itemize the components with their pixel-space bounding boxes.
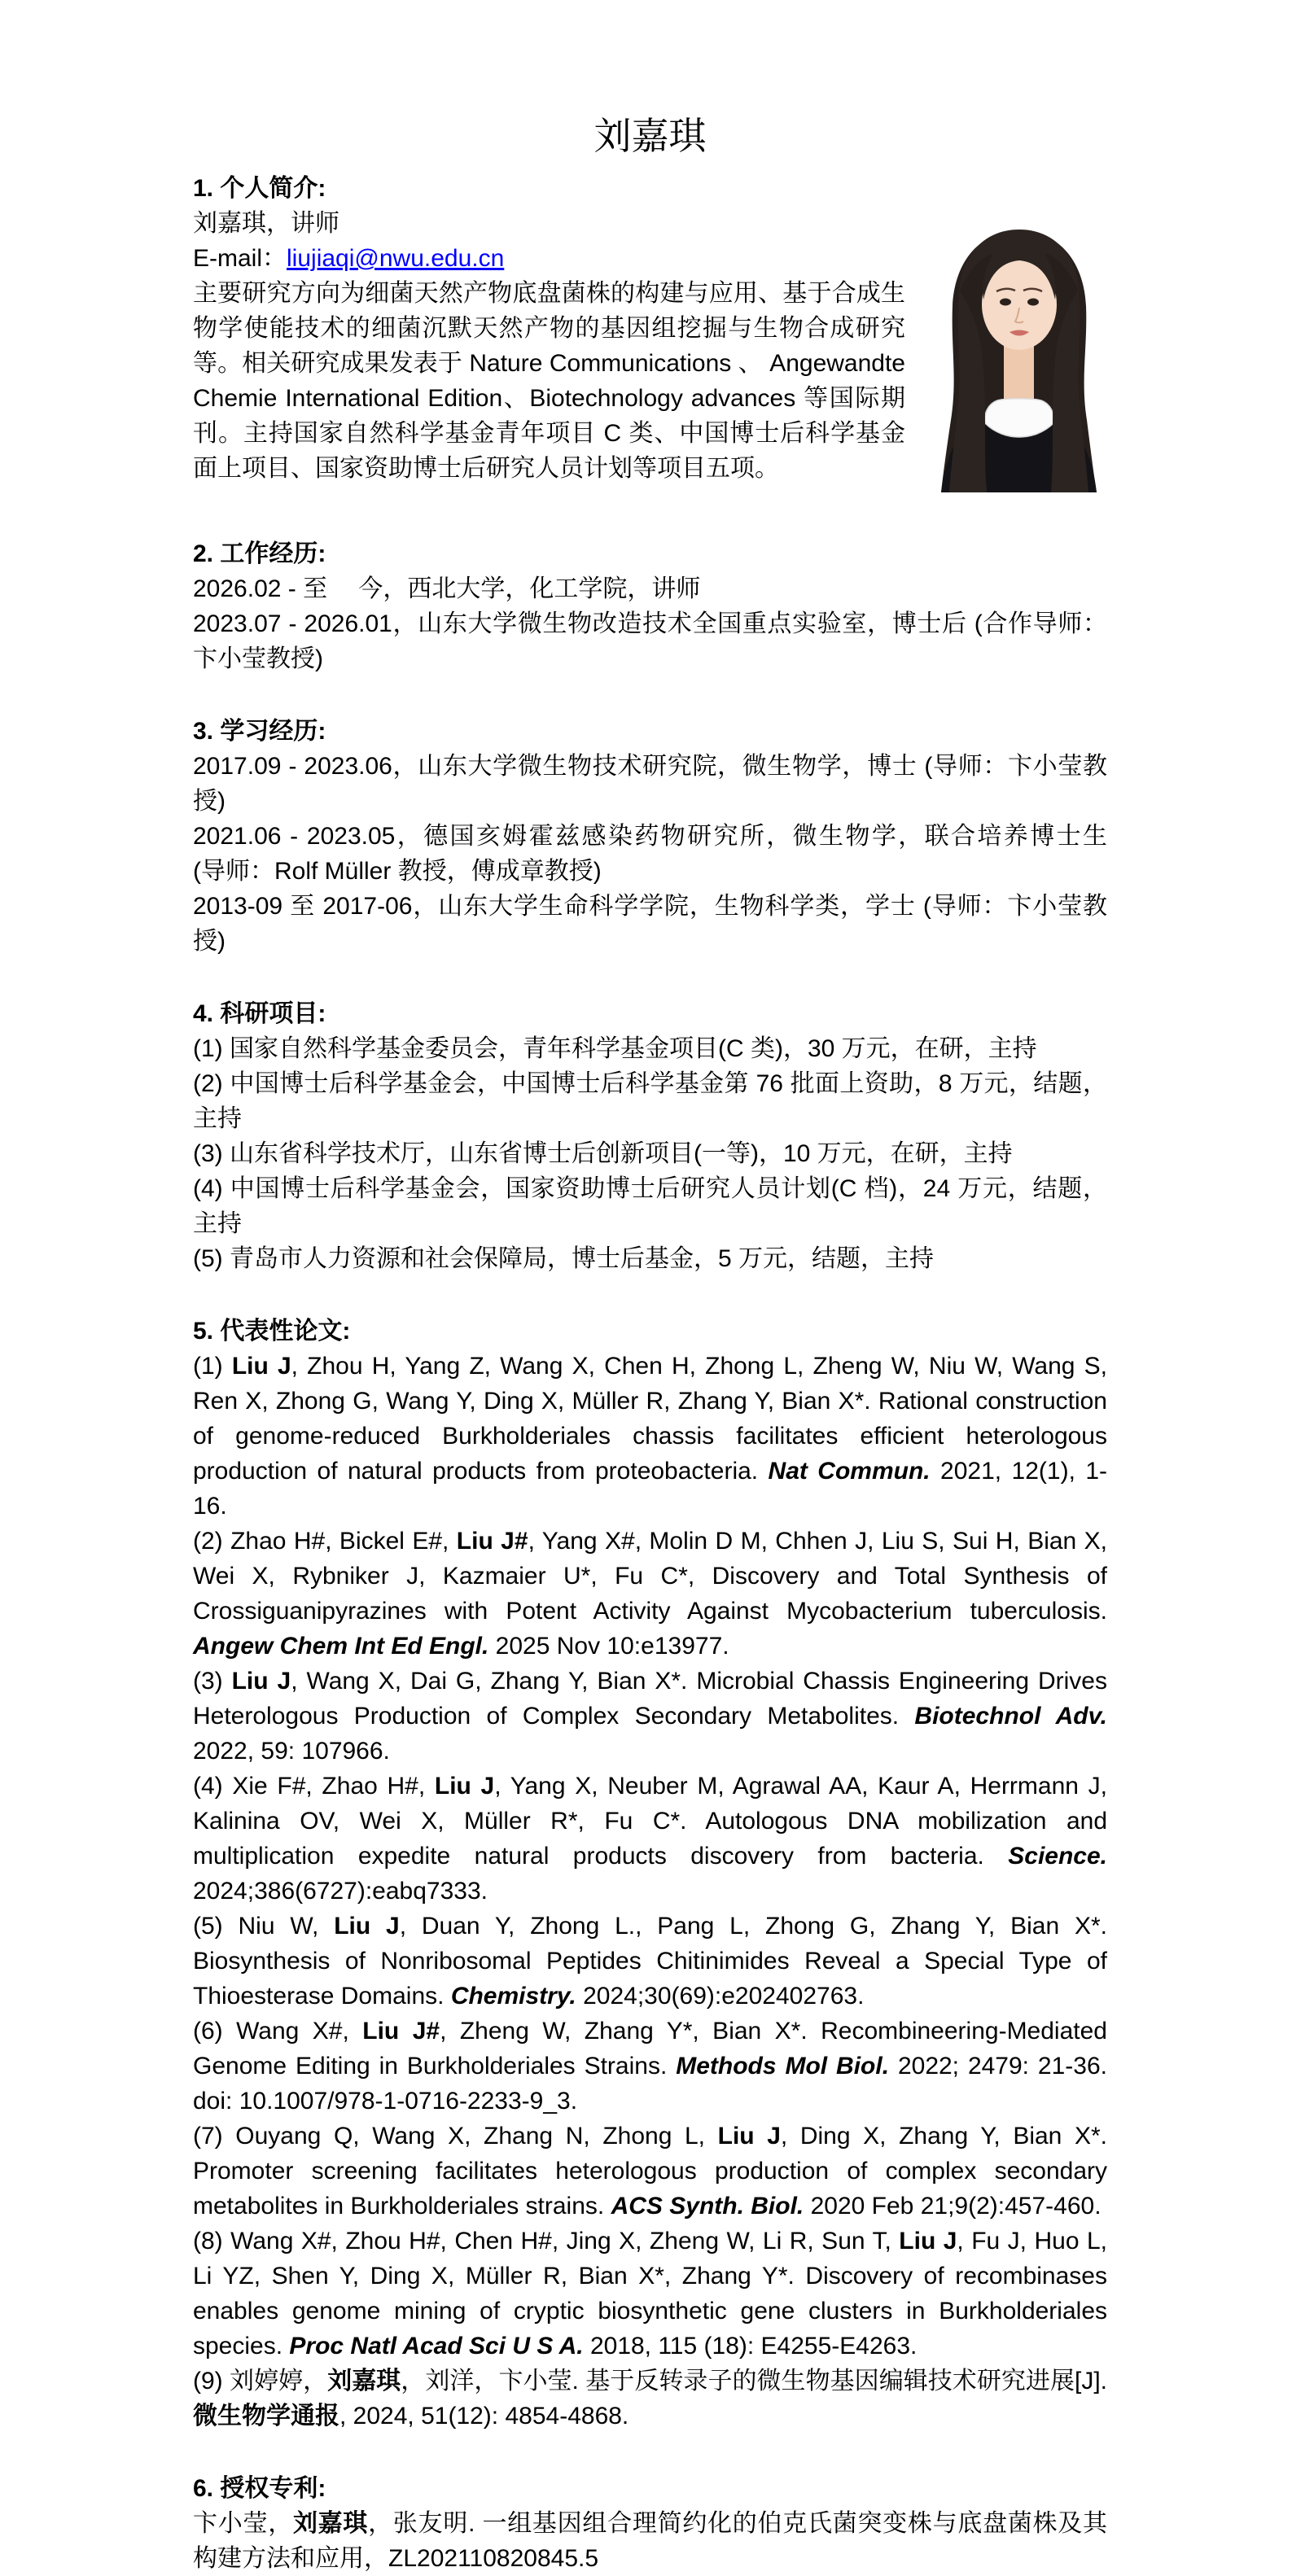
text-segment: (4) Xie F#, Zhao H#, [193, 1773, 435, 1800]
text-segment: (9) 刘婷婷， [193, 2368, 328, 2394]
text-segment: Liu J [434, 1773, 495, 1800]
paper-item [193, 2119, 1107, 2224]
paper-item [193, 1664, 1107, 1769]
work-item: 2026.02 - 至 今，西北大学，化工学院，讲师 [193, 575, 701, 602]
education-item: 2017.09 - 2023.06，山东大学微生物技术研究院，微生物学，博士 (导师：卞小莹教授) [193, 753, 1107, 815]
paper-item [193, 1769, 1107, 1909]
text-segment: 2025 Nov 10:e13977. [488, 1633, 729, 1660]
project-item: (5) 青岛市人力资源和社会保障局，博士后基金，5 万元，结题，主持 [193, 1245, 935, 1272]
text-segment: , Fu J, Huo L, Li YZ, Shen Y, Ding X, Müller R, Bian X*, Zhang Y*. Discovery of recombinases enables genome mining of cryptic biosynthetic gene clusters in Burkholderiales species. [193, 2228, 1107, 2360]
section-education [193, 714, 1132, 959]
text-segment: ，张友明. 一组基因组合理简约化的伯克氏菌突变株与底盘菌株及其构建方法和应用，ZL202110820845.5 [193, 2510, 1108, 2572]
text-segment: Methods Mol Biol. [676, 2053, 890, 2080]
education-item: 2013-09 至 2017-06，山东大学生命科学学院，生物科学类，学士 (导师：卞小莹教授) [193, 893, 1107, 955]
text-segment: 2018, 115 (18): E4255-E4263. [583, 2333, 918, 2360]
work-item: 2023.07 - 2026.01，山东大学微生物改造技术全国重点实验室，博士后 (合作导师：卞小莹教授) [193, 610, 1107, 672]
text-segment: Biotechnol Adv. [914, 1703, 1107, 1730]
text-segment: (7) Ouyang Q, Wang X, Zhang N, Zhong L, [193, 2123, 718, 2150]
section-profile [193, 171, 1107, 499]
text-segment: Liu J [899, 2228, 957, 2255]
text-segment: Nat Commun. [768, 1458, 931, 1485]
patents-heading: 6. 授权专利: [193, 2475, 326, 2502]
text-segment: , Yang X#, Molin D M, Chhen J, Liu S, Sui H, Bian X, Wei X, Rybniker J, Kazmaier U*, Fu C*, Discovery and Total Synthesis of Crossiguanipyrazines with Potent Activity Against Mycobacterium tuberculosis. [193, 1528, 1107, 1625]
text-segment: 2022; 2479: 21-36. doi: 10.1007/978-1-0716-2233-9_3. [193, 2053, 1107, 2115]
document-page [0, 111, 1292, 2572]
profile-name-line: 刘嘉琪，讲师 [193, 210, 339, 237]
text-segment: , 2024, 51(12): 4854-4868. [339, 2403, 629, 2429]
work-list [193, 571, 1107, 676]
text-segment: (8) Wang X#, Zhou H#, Chen H#, Jing X, Zheng W, Li R, Sun T, [193, 2228, 900, 2255]
text-segment: ，刘洋，卞小莹. 基于反转录子的微生物基因编辑技术研究进展[J]. [401, 2368, 1107, 2394]
text-segment: 2021, 12(1), 1-16. [193, 1458, 1108, 1520]
text-segment: , Zheng W, Zhang Y*, Bian X*. Recombineering-Mediated Genome Editing in Burkholderiales Strains. [193, 2018, 1107, 2080]
text-segment: , Wang X, Dai G, Zhang Y, Bian X*. Microbial Chassis Engineering Drives Heterologous Production of Complex Secondary Metabolites. [193, 1668, 1107, 1730]
cv-page [193, 111, 1132, 2576]
text-segment: Liu J [231, 1353, 291, 1380]
paper-item [193, 2364, 1107, 2434]
text-segment: (1) [193, 1353, 232, 1380]
text-segment: Science. [1008, 1843, 1107, 1870]
text-segment: Chemistry. [450, 1983, 576, 2010]
papers-heading: 5. 代表性论文: [193, 1318, 351, 1345]
text-segment: (6) Wang X#, [193, 2018, 363, 2045]
text-segment: , Duan Y, Zhong L., Pang L, Zhong G, Zhang Y, Bian X*. Biosynthesis of Nonribosomal Peptides Chitinimides Reveal a Special Type of Thioesterase Domains. [193, 1913, 1107, 2010]
project-item: (1) 国家自然科学基金委员会，青年科学基金项目(C 类)，30 万元，在研，主持 [193, 1035, 1037, 1062]
text-segment: Liu J [231, 1668, 291, 1695]
education-heading: 3. 学习经历: [193, 718, 326, 745]
text-segment: Angew Chem Int Ed Engl. [193, 1633, 489, 1660]
papers-list [193, 1349, 1107, 2434]
text-segment: ACS Synth. Biol. [611, 2193, 804, 2220]
patent-item [193, 2506, 1107, 2576]
projects-list [193, 1031, 1107, 1276]
work-heading: 2. 工作经历: [193, 540, 326, 567]
text-segment: , Ding X, Zhang Y, Bian X*. Promoter screening facilitates heterologous production of complex secondary metabolites in Burkholderiales strains. [193, 2123, 1107, 2220]
text-segment: Liu J [334, 1913, 400, 1940]
text-segment: 2024;386(6727):eabq7333. [193, 1878, 488, 1905]
text-segment: 2024;30(69):e202402763. [576, 1983, 865, 2010]
section-work [193, 536, 1107, 676]
text-segment: (2) Zhao H#, Bickel E#, [193, 1528, 457, 1555]
text-segment: 2022, 59: 107966. [193, 1738, 390, 1765]
portrait-photo [918, 208, 1119, 492]
text-segment: 2020 Feb 21;9(2):457-460. [804, 2193, 1101, 2220]
text-segment: , Zhou H, Yang Z, Wang X, Chen H, Zhong L, Zheng W, Niu W, Wang S, Ren X, Zhong G, Wang Y, Ding X, Müller R, Zhang Y, Bian X*. Rational construction of genome-reduced Burkholderiales chassis facilitates efficient heterologous production of natural products from proteobacteria. [193, 1353, 1107, 1485]
text-segment: 卞小莹， [193, 2510, 293, 2537]
text-segment: Liu J# [456, 1528, 528, 1555]
paper-item [193, 1524, 1107, 1664]
project-item: (4) 中国博士后科学基金会，国家资助博士后研究人员计划(C 档)，24 万元，结题，主持 [193, 1175, 1107, 1237]
profile-intro: 主要研究方向为细菌天然产物底盘菌株的构建与应用、基于合成生物学使能技术的细菌沉默天然产物的基因组挖掘与生物合成研究等。相关研究成果发表于 Nature Communications 、 Angewandte Chemie International Edition、Biotechnology advances 等国际期刊。主持国家自然科学基金青年项目 C 类、中国博士后科学基金面上项目、国家资助博士后研究人员计划等项目五项。 [193, 280, 905, 482]
text-segment: 刘嘉琪 [327, 2368, 401, 2394]
text-segment: , Yang X, Neuber M, Agrawal AA, Kaur A, Herrmann J, Kalinina OV, Wei X, Müller R*, Fu C*. Autologous DNA mobilization and multiplication expedite natural products discovery from bacteria. [193, 1773, 1107, 1870]
text-segment: 刘嘉琪 [292, 2510, 369, 2537]
section-projects [193, 996, 1107, 1276]
text-segment: (5) Niu W, [193, 1913, 335, 1940]
education-list [193, 749, 1132, 959]
text-segment: Liu J# [362, 2018, 440, 2045]
paper-item [193, 2014, 1107, 2119]
project-item: (2) 中国博士后科学基金会，中国博士后科学基金第 76 批面上资助，8 万元，结题，主持 [193, 1070, 1107, 1132]
text-segment: Proc Natl Acad Sci U S A. [289, 2333, 584, 2360]
paper-item [193, 2224, 1107, 2364]
projects-heading: 4. 科研项目: [193, 1000, 326, 1027]
text-segment: 微生物学通报 [193, 2403, 339, 2429]
page-title: 刘嘉琪 [593, 115, 707, 157]
section-patents [193, 2471, 1107, 2576]
text-segment: Liu J [717, 2123, 781, 2150]
text-segment: (3) [193, 1668, 232, 1695]
education-item: 2021.06 - 2023.05，德国亥姆霍兹感染药物研究所，微生物学，联合培养博士生 (导师：Rolf Müller 教授，傅成章教授) [193, 823, 1132, 885]
paper-item [193, 1909, 1107, 2014]
section-papers [193, 1314, 1107, 2434]
project-item: (3) 山东省科学技术厅，山东省博士后创新项目(一等)，10 万元，在研，主持 [193, 1140, 1013, 1167]
email-link[interactable]: liujiaqi@nwu.edu.cn [287, 245, 505, 272]
email-label: E-mail： [193, 245, 287, 272]
profile-heading: 1. 个人简介: [193, 175, 326, 202]
patents-list [193, 2506, 1107, 2576]
paper-item [193, 1349, 1107, 1524]
